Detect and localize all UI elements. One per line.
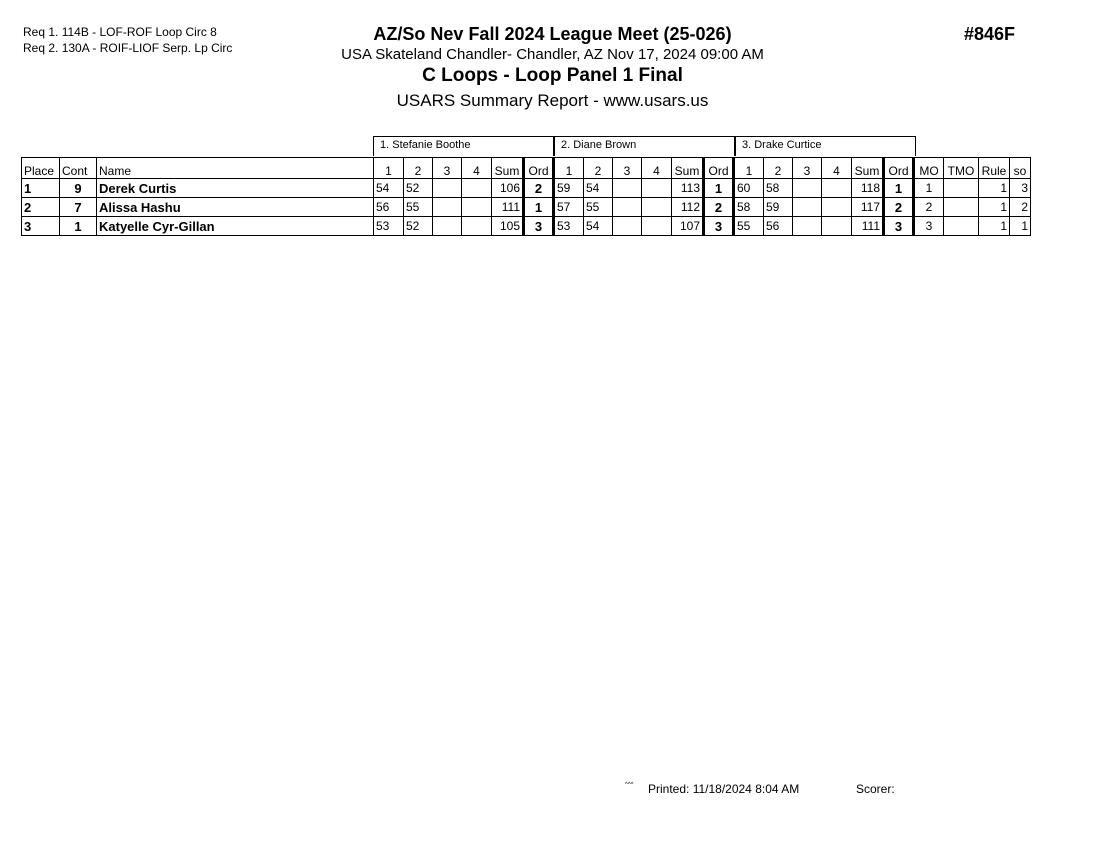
so-cell: 3 [1010,179,1031,198]
j2-score-2-cell: 54 [584,217,613,236]
event-code: #846F [964,24,1016,44]
header-j3-score-2: 2 [764,158,793,179]
j3-score-1-cell: 55 [734,217,764,236]
place-cell: 2 [22,198,60,217]
header-j3-score-4: 4 [822,158,852,179]
header-j3-score-3: 3 [793,158,822,179]
j2-score-2-cell: 54 [584,179,613,198]
header-place: Place [22,158,60,179]
j3-score-1-cell: 58 [734,198,764,217]
j2-score-4-cell [642,179,672,198]
j3-ord-cell: 3 [884,217,914,236]
mo-cell: 2 [914,198,944,217]
header-j2-score-3: 3 [613,158,642,179]
j1-score-1-cell: 54 [374,179,404,198]
j1-score-3-cell [433,179,462,198]
j2-ord-cell: 3 [704,217,734,236]
header-j3-sum: Sum [852,158,884,179]
header-j1-ord: Ord [524,158,554,179]
event-title: C Loops - Loop Panel 1 Final [422,65,683,86]
rule-cell: 1 [979,179,1010,198]
j3-score-2-cell: 58 [764,179,793,198]
header-so: so [1010,158,1031,179]
j1-score-2-cell: 52 [404,217,433,236]
j2-sum-cell: 112 [672,198,704,217]
header-j2-ord: Ord [704,158,734,179]
tmo-cell [944,198,979,217]
j2-score-3-cell [613,217,642,236]
j3-score-1-cell: 60 [734,179,764,198]
j2-score-4-cell [642,217,672,236]
j1-score-1-cell: 56 [374,198,404,217]
requirement-1: Req 1. 114B - LOF-ROF Loop Circ 8 [23,25,217,39]
j3-score-3-cell [793,217,822,236]
j2-score-1-cell: 57 [554,198,584,217]
mo-cell: 3 [914,217,944,236]
requirement-2: Req 2. 130A - ROIF-LIOF Serp. Lp Circ [23,41,233,55]
j2-sum-cell: 107 [672,217,704,236]
report-title: USARS Summary Report - www.usars.us [396,91,709,110]
header-j2-score-4: 4 [642,158,672,179]
j1-score-4-cell [462,198,492,217]
j1-sum-cell: 105 [492,217,524,236]
j1-score-1-cell: 53 [374,217,404,236]
header-rule: Rule [979,158,1010,179]
j1-score-4-cell [462,179,492,198]
header-j1-score-2: 2 [404,158,433,179]
j1-score-2-cell: 52 [404,179,433,198]
tmo-cell [944,179,979,198]
j2-score-4-cell [642,198,672,217]
so-cell: 1 [1010,217,1031,236]
j1-sum-cell: 106 [492,179,524,198]
j2-score-2-cell: 55 [584,198,613,217]
j2-score-1-cell: 53 [554,217,584,236]
results-table [21,157,1031,236]
j3-score-4-cell [822,179,852,198]
skater-name-cell: Alissa Hashu [97,198,374,217]
header-j2-score-2: 2 [584,158,613,179]
header-j1-sum: Sum [492,158,524,179]
j1-ord-cell: 1 [524,198,554,217]
cont-cell: 9 [60,179,97,198]
table-row [22,217,1031,236]
header-j2-score-1: 1 [554,158,584,179]
judge-1-header: 1. Stefanie Boothe [373,136,554,156]
header-j1-score-3: 3 [433,158,462,179]
tmo-cell [944,217,979,236]
j1-score-3-cell [433,217,462,236]
rule-cell: 1 [979,198,1010,217]
cont-cell: 1 [60,217,97,236]
printed-timestamp: Printed: 11/18/2024 8:04 AM [648,782,800,796]
judge-3-header: 3. Drake Curtice [735,136,916,156]
j2-ord-cell: 2 [704,198,734,217]
place-cell: 1 [22,179,60,198]
j1-sum-cell: 111 [492,198,524,217]
j1-score-3-cell [433,198,462,217]
mo-cell: 1 [914,179,944,198]
footer-mark: ^^^ [625,782,634,788]
j3-score-4-cell [822,198,852,217]
rule-cell: 1 [979,217,1010,236]
j1-score-2-cell: 55 [404,198,433,217]
j2-score-3-cell [613,179,642,198]
header-cont: Cont [60,158,97,179]
header-tmo: TMO [944,158,979,179]
header-name: Name [97,158,374,179]
j2-sum-cell: 113 [672,179,704,198]
table-row [22,179,1031,198]
j3-sum-cell: 111 [852,217,884,236]
j1-ord-cell: 2 [524,179,554,198]
header-j3-ord: Ord [884,158,914,179]
header-j1-score-1: 1 [374,158,404,179]
meet-title: AZ/So Nev Fall 2024 League Meet (25-026) [373,24,732,44]
header-row [22,158,1031,179]
header-j2-sum: Sum [672,158,704,179]
scorer-label: Scorer: [856,782,895,796]
j3-score-4-cell [822,217,852,236]
j1-score-4-cell [462,217,492,236]
skater-name-cell: Derek Curtis [97,179,374,198]
j3-score-3-cell [793,198,822,217]
table-row [22,198,1031,217]
j3-score-2-cell: 56 [764,217,793,236]
j1-ord-cell: 3 [524,217,554,236]
j3-sum-cell: 118 [852,179,884,198]
cont-cell: 7 [60,198,97,217]
j3-score-3-cell [793,179,822,198]
j2-ord-cell: 1 [704,179,734,198]
j3-score-2-cell: 59 [764,198,793,217]
j2-score-3-cell [613,198,642,217]
place-cell: 3 [22,217,60,236]
venue-line: USA Skateland Chandler- Chandler, AZ Nov 17, 2024 09:00 AM [341,46,764,63]
j3-ord-cell: 1 [884,179,914,198]
header-j3-score-1: 1 [734,158,764,179]
so-cell: 2 [1010,198,1031,217]
header-j1-score-4: 4 [462,158,492,179]
skater-name-cell: Katyelle Cyr-Gillan [97,217,374,236]
judge-2-header: 2. Diane Brown [554,136,735,156]
j3-sum-cell: 117 [852,198,884,217]
header-mo: MO [914,158,944,179]
j2-score-1-cell: 59 [554,179,584,198]
j3-ord-cell: 2 [884,198,914,217]
